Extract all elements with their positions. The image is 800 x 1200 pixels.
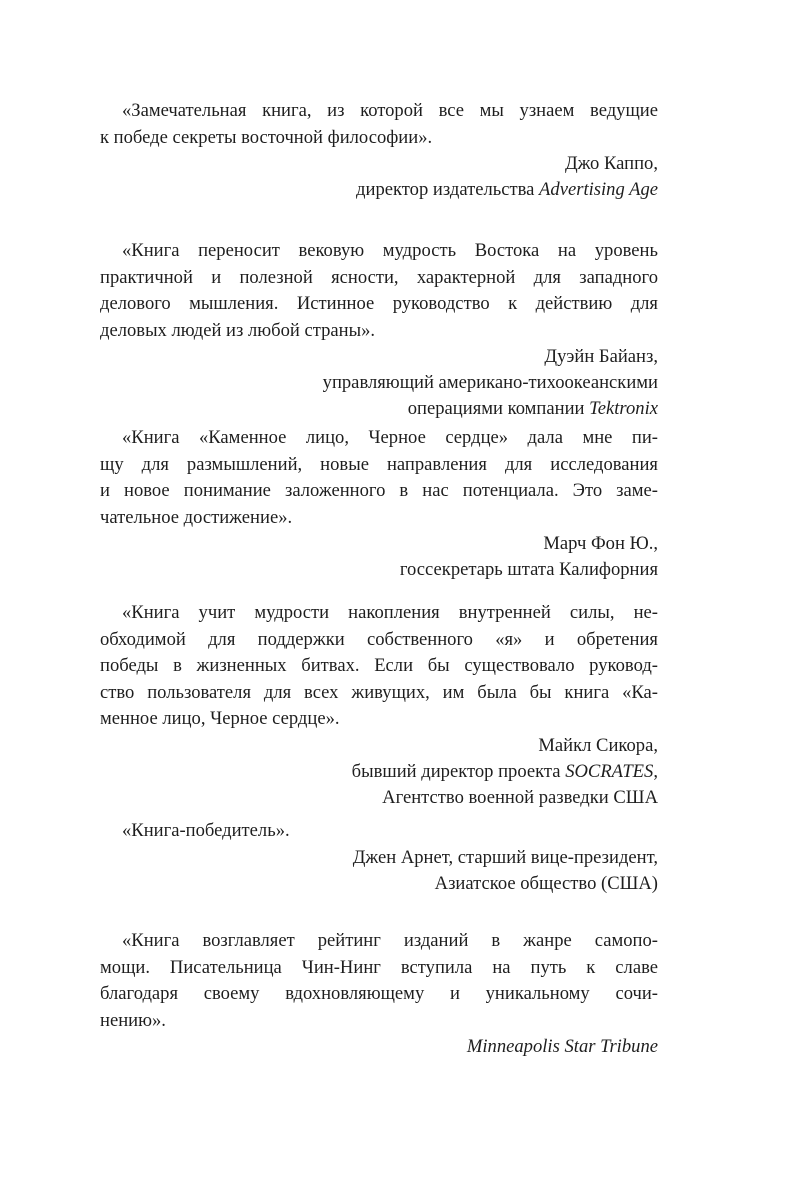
quote-line: менное лицо, Черное сердце». xyxy=(100,708,340,729)
attribution-text: директор издательства xyxy=(356,179,540,200)
testimonial xyxy=(100,818,658,897)
attribution-title xyxy=(100,871,658,897)
quote-line: практичной и полезной ясности, характерной для западного xyxy=(100,266,658,288)
quote-line: «Книга учит мудрости накопления внутренней силы, не- xyxy=(122,602,658,623)
testimonial xyxy=(100,600,658,811)
quote-line: «Книга-победитель». xyxy=(122,820,290,841)
testimonial-quote xyxy=(100,425,658,531)
testimonial xyxy=(100,98,658,203)
attribution-title xyxy=(100,177,658,203)
testimonial-quote xyxy=(100,928,658,1034)
quote-line: деловых людей из любой страны». xyxy=(100,319,376,341)
attribution-italic: Minneapolis Star Tribune xyxy=(466,1036,658,1057)
attribution-name xyxy=(100,531,658,557)
attribution-text: госсекретарь штата Калифорния xyxy=(399,559,658,580)
quote-line: «Книга возглавляет рейтинг изданий в жанре самопо- xyxy=(122,930,658,951)
attribution-title xyxy=(100,396,658,422)
quote-line: «Книга «Каменное лицо, Черное сердце» дала мне пи- xyxy=(122,427,658,448)
attribution-text: Агентство военной разведки США xyxy=(382,786,658,808)
attribution-italic: Advertising Age xyxy=(539,179,658,200)
quote-line: «Книга переносит вековую мудрость Востока на уровень xyxy=(122,240,658,261)
attribution-text: Джен Арнет, старший вице-президент, xyxy=(352,846,658,868)
attribution-name xyxy=(100,1034,658,1060)
quote-line: чательное достижение». xyxy=(100,506,293,528)
testimonial-quote xyxy=(100,98,658,151)
attribution-italic: Tektronix xyxy=(589,398,658,419)
testimonial xyxy=(100,238,658,422)
quote-line: и новое понимание заложенного в нас потенциала. Это заме- xyxy=(100,480,658,501)
attribution-punct: , xyxy=(653,760,658,782)
quote-line: к победе секреты восточной философии». xyxy=(100,126,433,148)
testimonial-quote xyxy=(100,238,658,344)
quote-line: благодаря своему вдохновляющему и уникальному сочи- xyxy=(100,983,658,1004)
attribution-title xyxy=(100,370,658,396)
testimonial-quote xyxy=(100,818,658,845)
attribution-name xyxy=(100,845,658,871)
attribution-title xyxy=(100,557,658,583)
quote-line: мощи. Писательница Чин-Нинг вступила на путь к славе xyxy=(100,956,658,978)
quote-line: щу для размышлений, новые направления для исследования xyxy=(100,453,658,475)
attribution-text: бывший директор проекта xyxy=(351,760,566,782)
quote-line: победы в жизненных битвах. Если бы существовало руковод- xyxy=(100,655,658,676)
quote-line: обходимой для поддержки собственного «я» и обретения xyxy=(100,628,658,650)
attribution-name xyxy=(100,344,658,370)
quote-line: делового мышления. Истинное руководство к действию для xyxy=(100,293,658,314)
testimonial-quote xyxy=(100,600,658,733)
quote-line: нению». xyxy=(100,1009,166,1031)
attribution-text: управляющий американо-тихоокеанскими xyxy=(322,372,658,393)
quote-line: «Замечательная книга, из которой все мы узнаем ведущие xyxy=(122,100,658,121)
attribution-text: Азиатское общество (США) xyxy=(434,872,658,894)
testimonial xyxy=(100,425,658,583)
attribution-text: Дуэйн Байанз, xyxy=(544,346,658,367)
attribution-text: операциями компании xyxy=(407,398,590,419)
attribution-text: Марч Фон Ю., xyxy=(543,533,658,554)
attribution-italic: SOCRATES xyxy=(565,760,654,782)
quote-line: ство пользователя для всех живущих, им была бы книга «Ка- xyxy=(100,681,658,703)
attribution-title xyxy=(100,785,658,811)
attribution-title xyxy=(100,759,658,785)
attribution-text: Майкл Сикора, xyxy=(538,734,658,756)
attribution-name xyxy=(100,151,658,177)
testimonial xyxy=(100,928,658,1060)
attribution-name xyxy=(100,733,658,759)
attribution-text: Джо Каппо, xyxy=(564,153,658,174)
